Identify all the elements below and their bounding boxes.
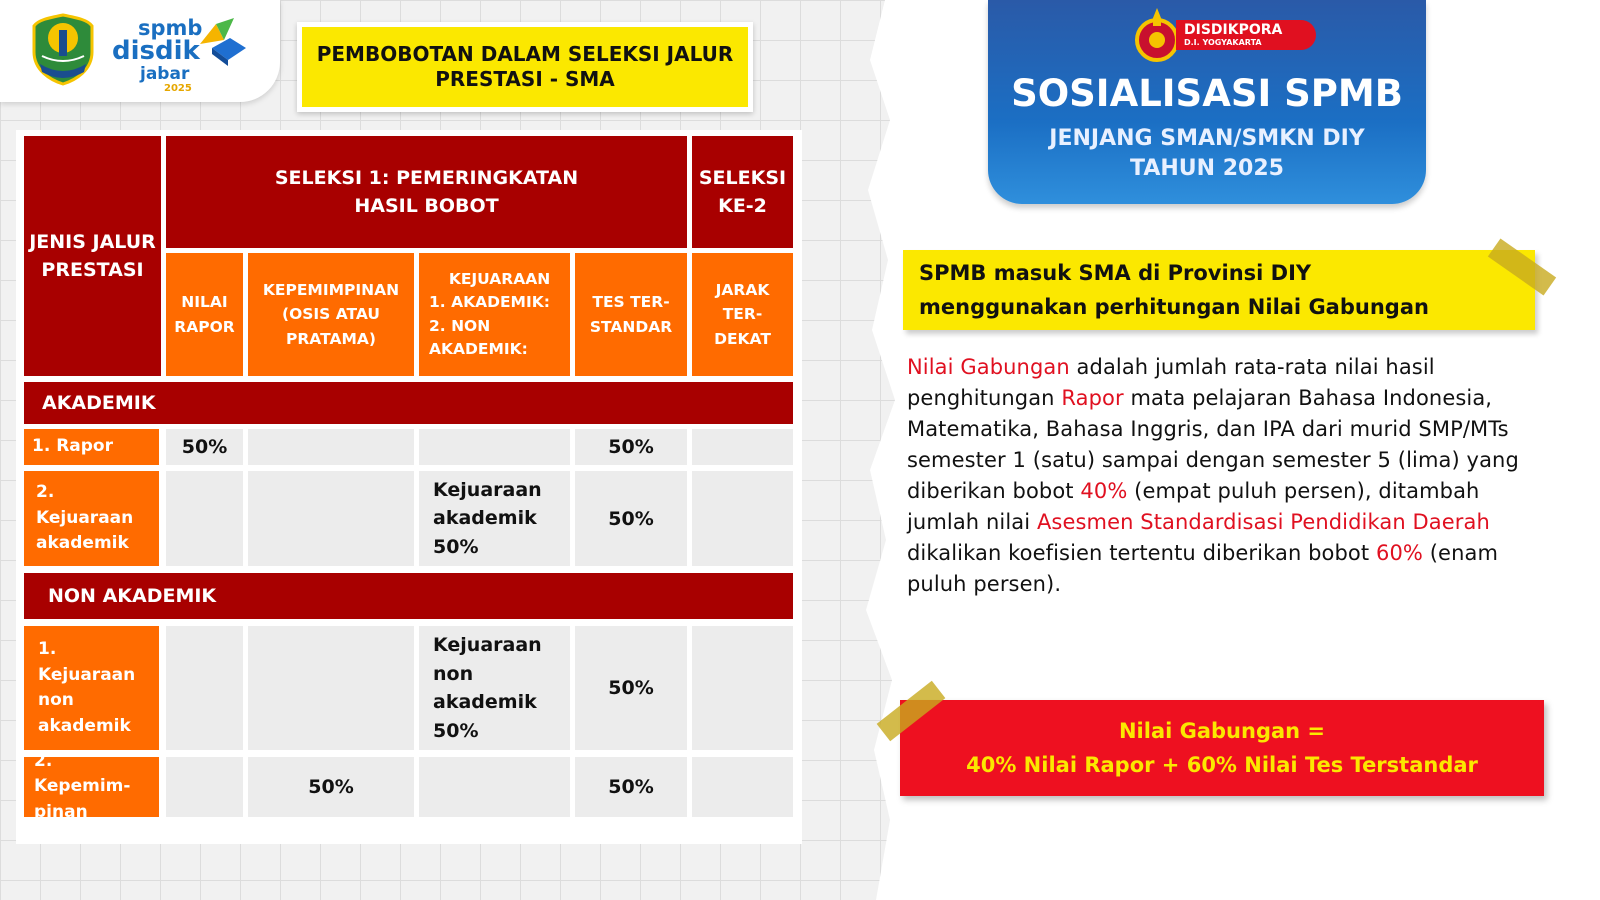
logo-spmb-text: spmb (138, 16, 203, 40)
logo-card (0, 0, 280, 102)
empty-cell (419, 429, 570, 465)
term-rapor: Rapor (1061, 386, 1124, 410)
logo-year-text: 2025 (164, 83, 192, 94)
term-nilai-gabungan: Nilai Gabungan (907, 355, 1070, 379)
weighting-table (16, 130, 802, 844)
formula-line2: 40% Nilai Rapor + 60% Nilai Tes Terstandar (966, 753, 1478, 777)
col-kejuaraan-title: KEJUARAAN (448, 270, 551, 288)
banner-subtitle-line1: JENJANG SMAN/SMKN DIY (1049, 126, 1365, 151)
formula-box (900, 700, 1544, 796)
col-nilai-rapor: NILAI RAPOR (166, 253, 243, 376)
header-seleksi-2: SELEKSI KE-2 (692, 136, 793, 248)
empty-cell (166, 626, 243, 750)
empty-cell (248, 471, 414, 566)
sosialisasi-banner (988, 0, 1426, 204)
header-jenis-jalur: JENIS JALUR PRESTASI (24, 136, 161, 376)
col-kejuaraan-non-akademik: 2. NON AKADEMIK: (429, 316, 528, 358)
table-title: PEMBOBOTAN DALAM SELEKSI JALUR PRESTASI - SMA (302, 27, 748, 107)
section-non-akademik: NON AKADEMIK (24, 573, 793, 619)
term-60-percent: 60% (1376, 541, 1423, 565)
kejuaraan-non-akademik-value: Kejuaraan non akademik 50% (419, 626, 570, 750)
rapor-tes-value: 50% (575, 429, 687, 465)
row-kejuaraan-akademik-label: 2. Kejuaraan akademik (24, 471, 159, 566)
empty-cell (692, 757, 793, 817)
paragraph-text: (empat puluh persen), ditambah jumlah nilai (907, 479, 1480, 534)
brand-sub: D.I. YOGYAKARTA (1184, 38, 1262, 47)
empty-cell (692, 471, 793, 566)
row-rapor-label: 1. Rapor (24, 429, 159, 465)
empty-cell (419, 757, 570, 817)
spmb-disdik-jabar-logo (112, 14, 262, 94)
brand-name: DISDIKPORA (1184, 22, 1283, 38)
section-akademik: AKADEMIK (24, 382, 793, 424)
nilai-gabungan-paragraph (907, 352, 1547, 600)
kejuaraan-akademik-tes-value: 50% (575, 471, 687, 566)
term-asesmen: Asesmen Standardisasi Pendidikan Daerah (1036, 510, 1490, 534)
empty-cell (166, 757, 243, 817)
highlight-note (903, 250, 1535, 330)
yogyakarta-seal-icon (1133, 6, 1181, 66)
empty-cell (692, 429, 793, 465)
paragraph-text: dikalikan koefisien tertentu diberikan bobot (907, 541, 1376, 565)
kejuaraan-akademik-value: Kejuaraan akademik 50% (419, 471, 570, 566)
logo-disdik-text: disdik (112, 36, 200, 66)
col-jarak-terdekat: JARAK TER- DEKAT (692, 253, 793, 376)
col-kejuaraan-akademik: 1. AKADEMIK: (429, 293, 550, 312)
kepemimpinan-tes-value: 50% (575, 757, 687, 817)
table-title-card (297, 22, 753, 112)
banner-subtitle (988, 124, 1426, 184)
paragraph-text: (enam puluh persen). (907, 541, 1499, 596)
empty-cell (166, 471, 243, 566)
highlight-line2: menggunakan perhitungan Nilai Gabungan (919, 295, 1429, 319)
col-kejuaraan (419, 253, 570, 376)
paragraph-text: adalah jumlah rata-rata nilai hasil penghitungan (907, 355, 1435, 410)
term-40-percent: 40% (1080, 479, 1128, 503)
rapor-nilai-rapor-value: 50% (166, 429, 243, 465)
west-java-emblem-icon (28, 12, 98, 86)
disdikpora-badge (1176, 20, 1316, 50)
banner-subtitle-line2: TAHUN 2025 (1130, 156, 1284, 181)
col-kepemimpinan: KEPEMIMPINAN (OSIS ATAU PRATAMA) (248, 253, 414, 376)
kejuaraan-non-akademik-tes-value: 50% (575, 626, 687, 750)
row-kepemimpinan-label: 2. Kepemim- pinan (24, 757, 159, 817)
banner-title: SOSIALISASI SPMB (1011, 72, 1403, 115)
logo-jabar-text: jabar (140, 64, 190, 84)
col-tes-terstandar: TES TER- STANDAR (575, 253, 687, 376)
formula-line1: Nilai Gabungan = (1118, 719, 1326, 743)
book-icon (194, 14, 250, 70)
highlight-line1: SPMB masuk SMA di Provinsi DIY (919, 261, 1312, 285)
empty-cell (248, 626, 414, 750)
header-seleksi-1: SELEKSI 1: PEMERINGKATAN HASIL BOBOT (166, 136, 687, 248)
empty-cell (692, 626, 793, 750)
empty-cell (248, 429, 414, 465)
kepemimpinan-value: 50% (248, 757, 414, 817)
paragraph-text: mata pelajaran Bahasa Indonesia, Matematika, Bahasa Inggris, dan IPA dari murid SMP/MTs semester 1 (satu) sampai dengan semester 5 (lima) yang diberikan bobot (907, 386, 1519, 503)
row-kejuaraan-non-akademik-label: 1. Kejuaraan non akademik (24, 626, 159, 750)
